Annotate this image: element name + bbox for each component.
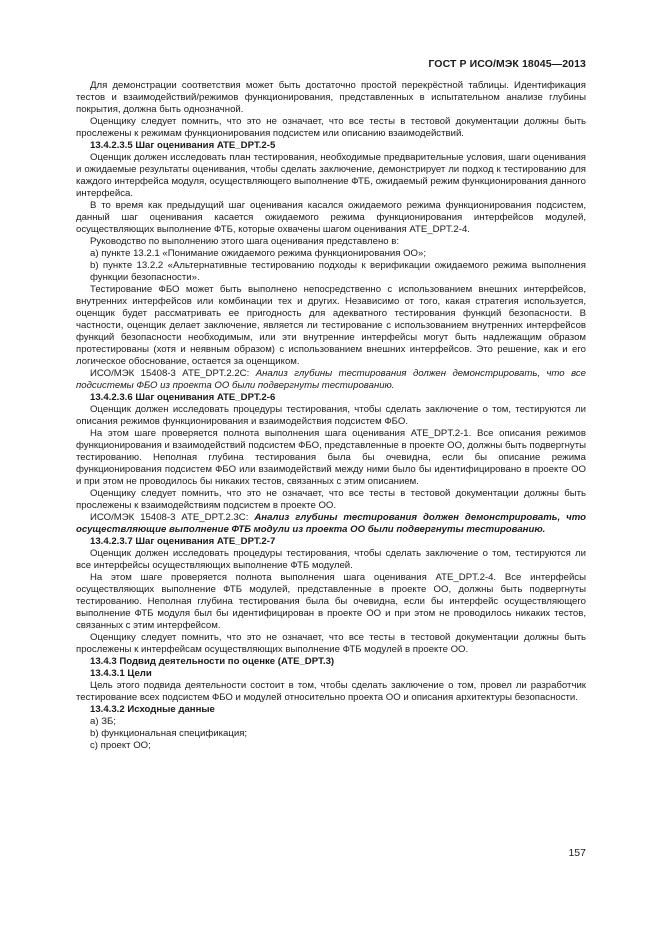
paragraph: Тестирование ФБО может быть выполнено непосредственно с использованием внешних интерфейсов, внутренних интерфейсов или комбинации тех и других. Независимо от того, какая стратегия используется, оценщик будет рассматривать ее пригодность для адекватного тестирования функций безопасности. В частности, оценщик делает заключение, является ли тестирование с использованием внутренних интерфейсов функций безопасности необходимым, или эти внутренние интерфейсы могут быть надлежащим образом протестированы (хотя и неявным образом) с использованием внешних интерфейсов. Это решение, как и его логическое обоснование, остается за оценщиком. (76, 284, 586, 367)
requirement-text: Анализ глубины тестирования должен демонстрировать, что осуществляющие выполнение ФТБ модули из проекта ОО были подвергнуты тестированию. (76, 512, 586, 535)
paragraph: Оценщик должен исследовать процедуры тестирования, чтобы сделать заключение о том, тестируются ли описания режимов функционирования и взаимодействия подсистем ФБО. (76, 404, 586, 427)
paragraph: Для демонстрации соответствия может быть достаточно простой перекрёстной таблицы. Идентификация тестов и взаимодействий/режимов функционирования, представленных в испытательном анализе глубины покрытия, должна быть однозначной. (76, 80, 586, 115)
paragraph: Цель этого подвида деятельности состоит в том, чтобы сделать заключение о том, провел ли разработчик тестирование всех подсистем ФБО и модулей относительно проекта ОО и описания архитектуры безопасности. (76, 680, 586, 703)
document-body (76, 80, 586, 752)
list-item: b) пункте 13.2.2 «Альтернативные тестированию подходы к верификации ожидаемого режима выполнения функции безопасности». (90, 260, 586, 283)
list-item: b) функциональная спецификация; (90, 728, 248, 739)
section-heading: 13.4.2.3.7 Шаг оценивания ATE_DPT.2-7 (90, 536, 276, 547)
paragraph: Оценщик должен исследовать процедуры тестирования, чтобы сделать заключение о том, тестируются ли все интерфейсы осуществляющих выполнение ФТБ модулей. (76, 548, 586, 571)
section-heading: 13.4.2.3.6 Шаг оценивания ATE_DPT.2-6 (90, 392, 276, 403)
paragraph: Оценщику следует помнить, что это не означает, что все тесты в тестовой документации должны быть прослежены к взаимодействиям подсистем в проекте ОО. (76, 488, 586, 511)
section-heading: 13.4.3.2 Исходные данные (90, 704, 215, 715)
paragraph: Оценщику следует помнить, что это не означает, что все тесты в тестовой документации должны быть прослежены к интерфейсам осуществляющих выполнение ФТБ модулей в проекте ОО. (76, 632, 586, 655)
list-item: а) ЗБ; (90, 716, 116, 727)
paragraph: На этом шаге проверяется полнота выполнения шага оценивания ATE_DPT.2-1. Все описания режимов функционирования и взаимодействий подсистем ФБО, представленные в проекте ОО, должны быть подвергнуты тестированию. Неполная глубина тестирования была бы очевидна, если бы описание режима функционирования подсистем ФБО или взаимодействий между ними было бы идентифицировано в проекте ОО и при этом не проводилось бы никаких тестов, связанных с этим описанием. (76, 428, 586, 487)
requirement-ref: ИСО/МЭК 15408-3 ATE_DPT.2.3С: (90, 512, 255, 523)
list-item: с) проект ОО; (90, 740, 151, 751)
paragraph: Оценщику следует помнить, что это не означает, что все тесты в тестовой документации должны быть прослежены к режимам функционирования подсистем или описанию взаимодействий. (76, 116, 586, 139)
requirement-paragraph (76, 512, 586, 536)
section-heading: 13.4.2.3.5 Шаг оценивания ATE_DPT.2-5 (90, 140, 276, 151)
paragraph: В то время как предыдущий шаг оценивания касался ожидаемого режима функционирования подсистем, данный шаг оценивания касается ожидаемого режима функционирования интерфейсов модулей, осуществляющих выполнение ФТБ, которые охвачены шагом оценивания ATE_DPT.2-4. (76, 200, 586, 235)
paragraph: Руководство по выполнению этого шага оценивания представлено в: (90, 236, 400, 247)
section-heading: 13.4.3.1 Цели (90, 668, 152, 679)
requirement-text: Анализ глубины тестирования должен демонстрировать, что все подсистемы ФБО из проекта ОО были подвергнуты тестированию. (76, 368, 586, 391)
document-header: ГОСТ Р ИСО/МЭК 18045—2013 (428, 58, 586, 70)
paragraph: Оценщик должен исследовать план тестирования, необходимые предварительные условия, шаги оценивания и ожидаемые результаты оценивания, чтобы сделать заключение, демонстрирует ли подход к тестированию для каждого интерфейса модуля, осуществляющего выполнение ФТБ, ожидаемый режим функционирования данного интерфейса. (76, 152, 586, 199)
paragraph: На этом шаге проверяется полнота выполнения шага оценивания ATE_DPT.2-4. Все интерфейсы осуществляющих выполнение ФТБ модулей, представленные в проекте ОО, должны быть подвергнуты тестированию. Неполная глубина тестирования была бы очевидна, если бы интерфейс осуществляющего выполнение ФТБ модуля был бы идентифицирован в проекте ОО и при этом не проводилось никаких тестов, связанных с этим интерфейсом. (76, 572, 586, 631)
page-number: 157 (568, 847, 586, 859)
requirement-ref: ИСО/МЭК 15408-3 ATE_DPT.2.2С: (90, 368, 256, 379)
list-item: а) пункте 13.2.1 «Понимание ожидаемого режима функционирования ОО»; (90, 248, 427, 259)
section-heading: 13.4.3 Подвид деятельности по оценке (ATE_DPT.3) (90, 656, 335, 667)
requirement-paragraph (76, 368, 586, 392)
